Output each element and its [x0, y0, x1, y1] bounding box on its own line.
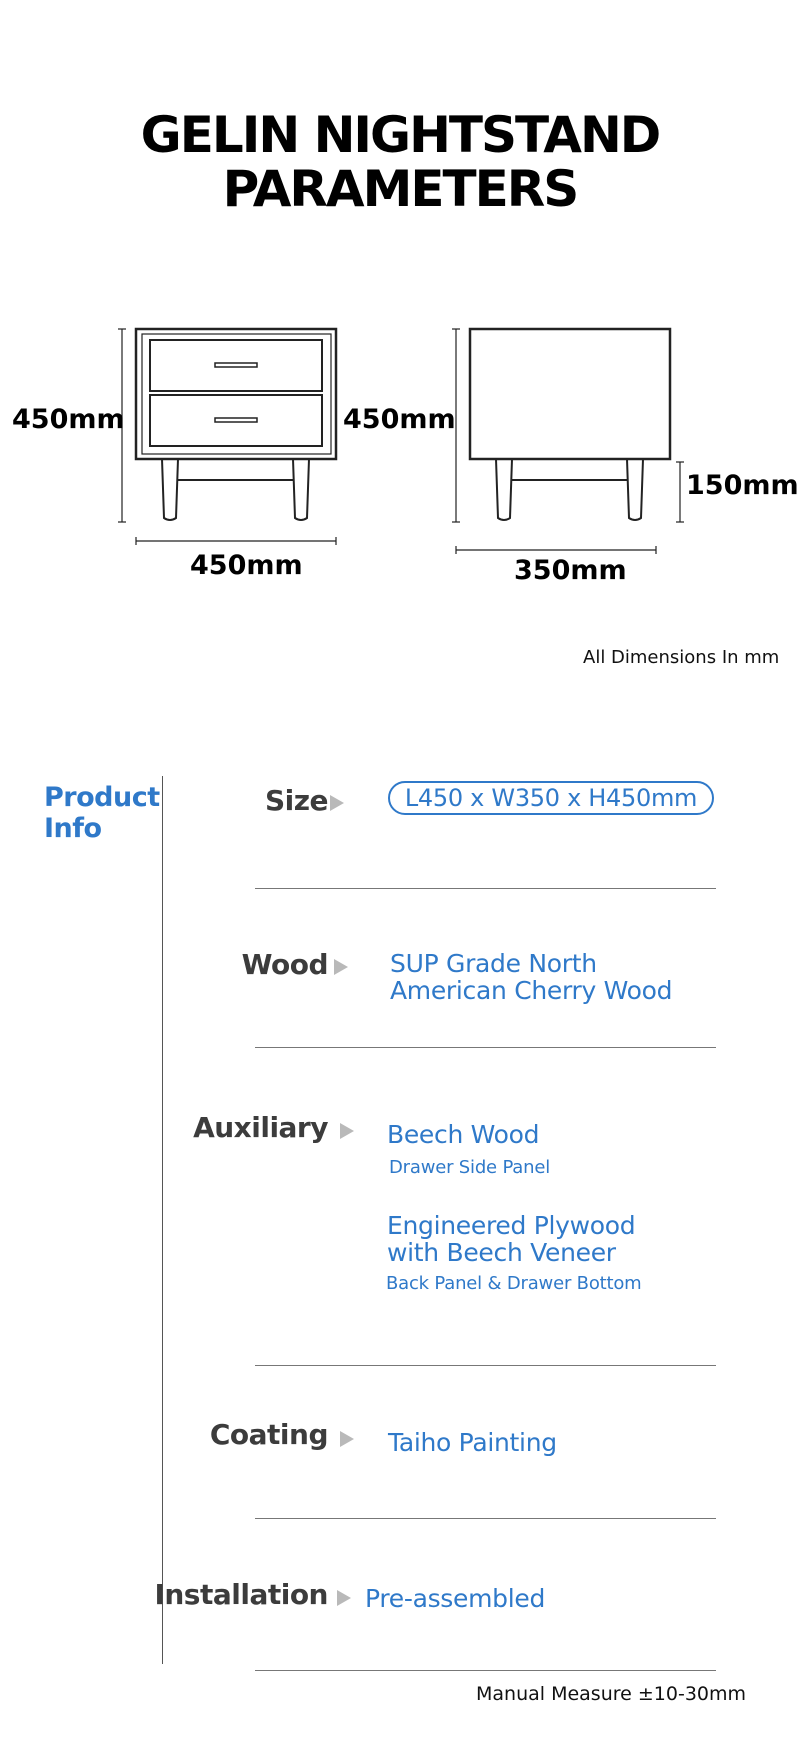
row-separator: [255, 1047, 716, 1048]
dimensions-note: All Dimensions In mm: [583, 647, 780, 668]
side-height-label: 450mm: [343, 404, 456, 435]
wood-value-line2: American Cherry Wood: [390, 976, 673, 1005]
product-info-divider: [162, 776, 163, 1664]
installation-value: Pre-assembled: [365, 1584, 546, 1613]
wood-value-line1: SUP Grade North: [390, 949, 597, 978]
product-info-heading: [44, 782, 160, 844]
leg-height-label: 150mm: [686, 470, 799, 501]
row-separator: [255, 888, 716, 889]
product-info-heading-line2: Info: [44, 813, 102, 844]
installation-label: Installation: [154, 1578, 328, 1611]
footer-note: Manual Measure ±10-30mm: [476, 1683, 747, 1705]
size-arrow-icon: [330, 795, 344, 811]
size-label: Size: [264, 784, 328, 817]
side-depth-dimension-line: [456, 546, 656, 554]
auxiliary-item2-name-line2: with Beech Veneer: [387, 1238, 616, 1267]
auxiliary-arrow-icon: [340, 1123, 354, 1139]
nightstand-dimension-diagram: [0, 0, 800, 620]
page-title-line1: GELIN NIGHTSTAND: [140, 106, 660, 164]
auxiliary-item2-desc: Back Panel & Drawer Bottom: [386, 1273, 642, 1294]
row-separator: [255, 1518, 716, 1519]
wood-label: Wood: [241, 948, 328, 981]
leg-height-dimension-line: [676, 462, 684, 522]
coating-arrow-icon: [340, 1431, 354, 1447]
product-info-heading-line1: Product: [44, 782, 160, 813]
side-view-drawing: [470, 329, 670, 520]
front-height-label: 450mm: [12, 404, 125, 435]
installation-arrow-icon: [337, 1590, 351, 1606]
coating-label: Coating: [209, 1418, 328, 1451]
auxiliary-item1-name: Beech Wood: [387, 1120, 540, 1149]
auxiliary-label: Auxiliary: [193, 1111, 328, 1144]
coating-value: Taiho Painting: [388, 1428, 557, 1457]
wood-arrow-icon: [334, 959, 348, 975]
size-value: L450 x W350 x H450mm: [388, 781, 714, 815]
front-width-label: 450mm: [190, 550, 303, 581]
page-title-line2: PARAMETERS: [222, 160, 578, 218]
front-view-drawing: [136, 329, 336, 520]
auxiliary-item2-name-line1: Engineered Plywood: [387, 1211, 636, 1240]
row-separator: [255, 1670, 716, 1671]
row-separator: [255, 1365, 716, 1366]
side-depth-label: 350mm: [514, 555, 627, 586]
auxiliary-item1-desc: Drawer Side Panel: [389, 1157, 551, 1178]
front-width-dimension-line: [136, 537, 336, 545]
